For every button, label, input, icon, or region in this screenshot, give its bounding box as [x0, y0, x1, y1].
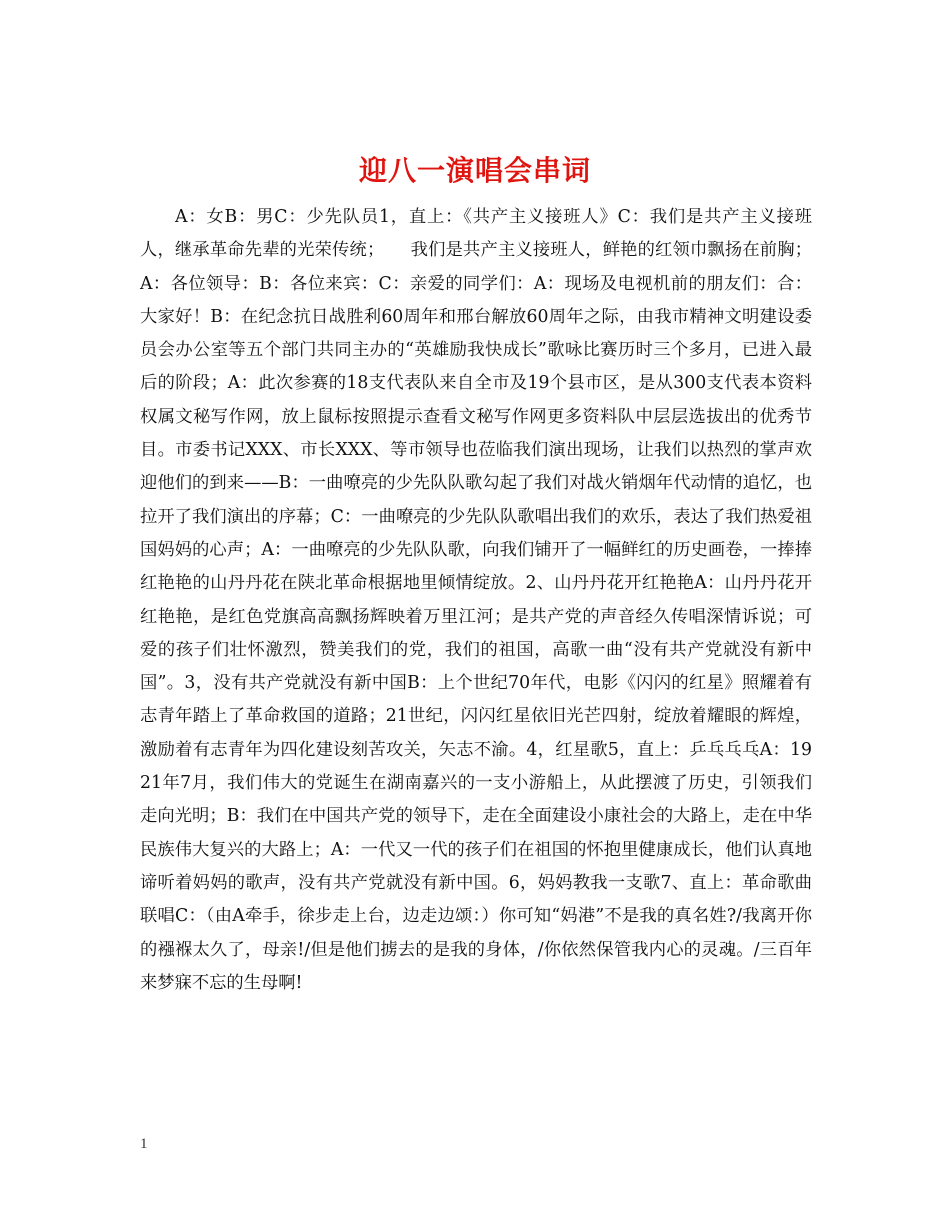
- document-title: 迎八一演唱会串词: [358, 153, 591, 187]
- page-number: 1: [140, 1136, 148, 1152]
- document-body-paragraph: A：女B：男C：少先队员1，直上：《共产主义接班人》C：我们是共产主义接班人，继承革命先辈的光荣传统； 我们是共产主义接班人，鲜艳的红领巾飘扬在前胸；A：各位领导：B：各位来宾：C：亲爱的同学们：A：现场及电视机前的朋友们：合：大家好！B：在纪念抗日战胜利60周年和邢台解放60周年之际，由我市精神文明建设委员会办公室等五个部门共同主办的“英雄励我快成长”歌咏比赛历时三个多月，已进入最后的阶段；A：此次参赛的18支代表队来自全市及19个县市区，是从300支代表本资料权属文秘写作网，放上鼠标按照提示查看文秘写作网更多资料队中层层选拔出的优秀节目。市委书记XXX、市长XXX、等市领导也莅临我们演出现场，让我们以热烈的掌声欢迎他们的到来——B：一曲嘹亮的少先队队歌勾起了我们对战火销烟年代动情的追忆，也拉开了我们演出的序幕；C：一曲嘹亮的少先队队歌唱出我们的欢乐，表达了我们热爱祖国妈妈的心声；A：一曲嘹亮的少先队队歌，向我们铺开了一幅鲜红的历史画卷，一捧捧红艳艳的山丹丹花在陕北革命根据地里倾情绽放。2、山丹丹花开红艳艳A：山丹丹花开红艳艳，是红色党旗高高飘扬辉映着万里江河；是共产党的声音经久传唱深情诉说；可爱的孩子们壮怀激烈，赞美我们的党，我们的祖国，高歌一曲“没有共产党就没有新中国”。3，没有共产党就没有新中国B：上个世纪70年代，电影《闪闪的红星》照耀着有志青年踏上了革命救国的道路；21世纪，闪闪红星依旧光芒四射，绽放着耀眼的辉煌，激励着有志青年为四化建设刻苦攻关，矢志不渝。4，红星歌5，直上：乒乓乓乓A：1921年7月，我们伟大的党诞生在湖南嘉兴的一支小游船上，从此摆渡了历史，引领我们走向光明；B：我们在中国共产党的领导下，走在全面建设小康社会的大路上，走在中华民族伟大复兴的大路上；A：一代又一代的孩子们在祖国的怀抱里健康成长，他们认真地谛听着妈妈的歌声，没有共产党就没有新中国。6，妈妈教我一支歌7、直上：革命歌曲联唱C：（由A牵手，徐步走上台，边走边颂：）你可知“妈港”不是我的真名姓?/我离开你的襁褓太久了，母亲!/但是他们掳去的是我的身体，/你依然保管我内心的灵魂。/三百年来梦寐不忘的生母啊!: [140, 207, 812, 993]
